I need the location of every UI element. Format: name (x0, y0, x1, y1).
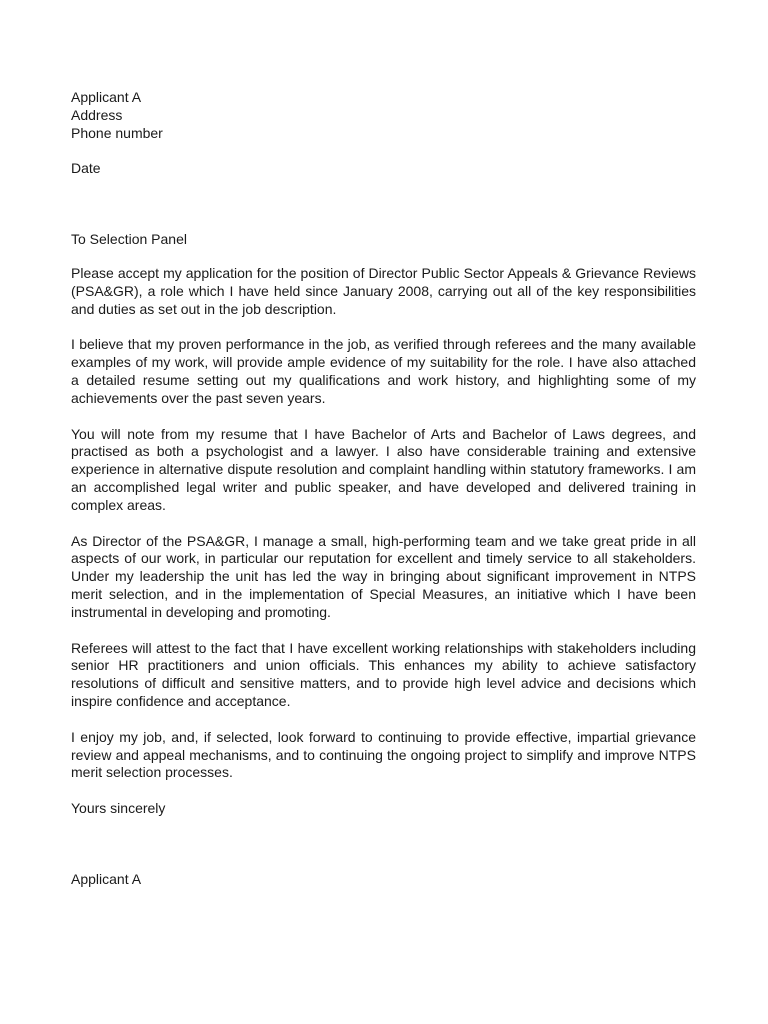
letter-date: Date (71, 160, 101, 176)
sender-name: Applicant A (71, 89, 142, 105)
letter-page (71, 88, 696, 888)
sender-phone: Phone number (71, 125, 163, 141)
signature-name: Applicant A (71, 871, 142, 888)
salutation: To Selection Panel (71, 231, 187, 247)
body-paragraph-6: I enjoy my job, and, if selected, look forward to continuing to provide effective, impartial grievance review and appeal mechanisms, and to continuing the ongoing project to simplify and improve NTPS merit selection processes. (71, 728, 696, 781)
sender-address: Address (71, 107, 123, 123)
body-paragraph-2: I believe that my proven performance in the job, as verified through referees and the many available examples of my work, will provide ample evidence of my suitability for the role. I have also attached a detailed resume setting out my qualifications and work history, and highlighting some of my achievements over the past seven years. (71, 336, 696, 406)
body-paragraph-5: Referees will attest to the fact that I have excellent working relationships with stakeholders including senior HR practitioners and union officials. This enhances my ability to achieve satisfactory resolutions of difficult and sensitive matters, and to provide high level advice and decisions which inspire confidence and acceptance. (71, 639, 696, 709)
body-paragraph-4: As Director of the PSA&GR, I manage a small, high-performing team and we take great pride in all aspects of our work, in particular our reputation for excellent and timely service to all stakeholders. Under my leadership the unit has led the way in bringing about significant improvement in NTPS merit selection, and in the implementation of Special Measures, an initiative which I have been instrumental in developing and promoting. (71, 532, 696, 620)
body-paragraph-3: You will note from my resume that I have Bachelor of Arts and Bachelor of Laws degrees, and practised as both a psychologist and a lawyer. I also have considerable training and extensive experience in alternative dispute resolution and complaint handling within statutory frameworks. I am an accomplished legal writer and public speaker, and have developed and delivered training in complex areas. (71, 425, 696, 513)
sender-block (71, 88, 696, 142)
closing: Yours sincerely (71, 800, 166, 817)
body-paragraph-1: Please accept my application for the position of Director Public Sector Appeals & Grievance Reviews (PSA&GR), a role which I have held since January 2008, carrying out all of the key responsibilities and duties as set out in the job description. (71, 265, 696, 317)
